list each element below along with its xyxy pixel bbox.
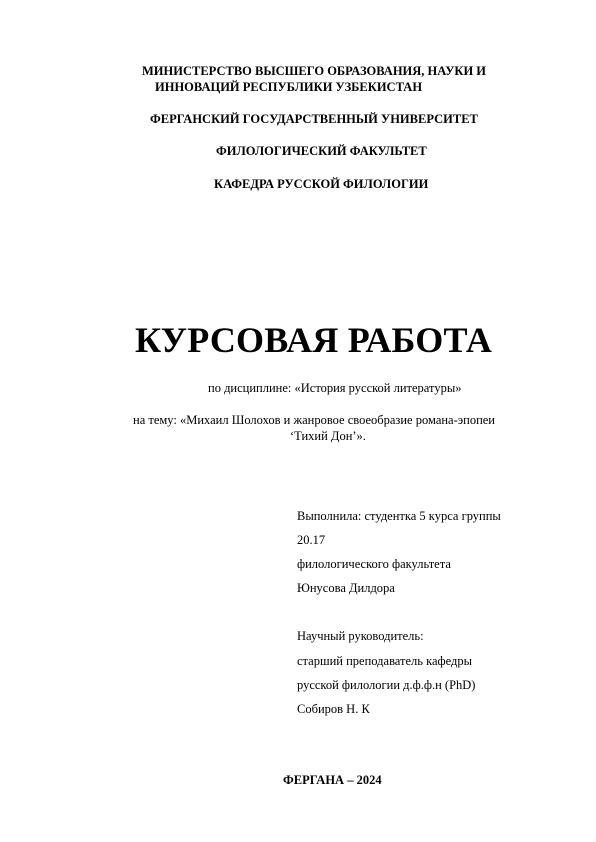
supervisor-line-3: русской филологии д.ф.ф.н (PhD) — [297, 678, 476, 692]
supervisor-line-2: старший преподаватель кафедры — [297, 654, 473, 668]
topic-line-2: ‘Тихий Дон’». — [290, 429, 366, 443]
author-line-1: Выполнила: студентка 5 курса группы — [297, 509, 501, 523]
university-name: ФЕРГАНСКИЙ ГОСУДАРСТВЕННЫЙ УНИВЕРСИТЕТ — [150, 112, 478, 126]
ministry-line-1: МИНИСТЕРСТВО ВЫСШЕГО ОБРАЗОВАНИЯ, НАУКИ И — [142, 64, 487, 78]
ministry-line-2: ИННОВАЦИЙ РЕСПУБЛИКИ УЗБЕКИСТАН — [155, 80, 423, 94]
department-name: КАФЕДРА РУССКОЙ ФИЛОЛОГИИ — [214, 177, 429, 191]
faculty-name: ФИЛОЛОГИЧЕСКИЙ ФАКУЛЬТЕТ — [216, 144, 427, 158]
city-year: ФЕРГАНА – 2024 — [283, 773, 382, 787]
document-title: КУРСОВАЯ РАБОТА — [135, 320, 493, 360]
author-name: Юнусова Дилдора — [297, 581, 395, 595]
discipline-line: по дисциплине: «История русской литературы» — [208, 381, 462, 395]
author-line-3: филологического факультета — [297, 557, 451, 571]
topic-line-1: на тему: «Михаил Шолохов и жанровое своеобразие романа-эпопеи — [133, 413, 495, 427]
supervisor-name: Собиров Н. К — [297, 702, 370, 716]
author-line-2: 20.17 — [297, 533, 326, 547]
supervisor-label: Научный руководитель: — [297, 629, 424, 643]
